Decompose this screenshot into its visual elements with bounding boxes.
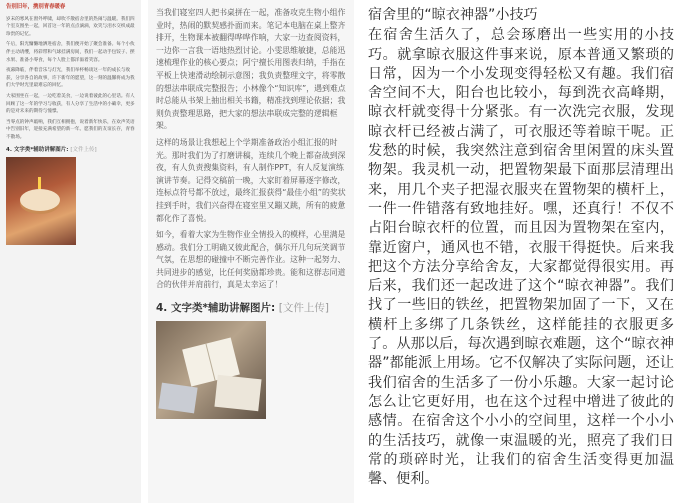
middle-article-paragraph: 当我们寝室四人把书桌拼在一起，准备攻克生物小组作业时，热闹的默契感扑面而来。笔记本电脑在桌上整齐排开，生物课本被翻得哗哗作响，大家一边查阅资料，一边你一言我一语地热烈讨论。小雯思维敏捷，总能迅速梳理作业的核心要点；阿宁擅长用图表归纳，手指在平板上快速滑动绘制示意图；我负责整理文字，将零散的想法串联成完整报告；小林像个“知识库”，遇到难点时总能从书架上抽出相关书籍，精准找到理论依据；我则负责整理思路，把大家的想法串联成完整的逻辑框架。 — [156, 8, 346, 131]
left-upload-row — [6, 145, 136, 153]
left-article-paragraph: 当零点的钟声敲响，我们互相拥抱，说着新年快乐，在欢声笑语中告别旧年，迎接充满希望的新一年。愿我们的友谊长存，青春不散场。 — [6, 119, 135, 140]
right-article-body: 在宿舍生活久了，总会琢磨出一些实用的小技巧。就拿晾衣服这件事来说，原本普通又繁琐的日常，因为一个小发现变得轻松又有趣。我们宿舍空间不大，阳台也比较小，每到洗衣高峰期，晾衣杆就变得十分紧张。有一次洗完衣服，发现晾衣杆已经被占满了，可衣服还等着晾干呢。正发愁的时候，我突然注意到宿舍里闲置的床头置物架。我灵机一动，把置物架最下面那层清理出来，用几个夹子把湿衣服夹在置物架的横杆上，一件一件错落有致地挂好。嘿，还真行！不仅不占阳台晾衣杆的位置，而且因为置物架在室内，靠近窗户，通风也不错，衣服干得挺快。后来我把这个方法分享给舍友，大家都觉得很实用。再后来，我们还一起改进了这个“晾衣神器”。我们找了一些旧的铁丝，把置物架加固了一下，又在横杆上多绑了几条铁丝，这样能挂的衣服更多了。从那以后，每次遇到晾衣难题，这个“晾衣神器”都能派上用场。它不仅解决了实际问题，还让我们宿舍的生活多了一份小乐趣。大家一起讨论怎么让它更好用，也在这个过程中增进了彼此的感情。在宿舍这个小小的空间里，这样一个小小的生活技巧，就像一束温暖的光，照亮了我们日常的琐碎时光，让我们的宿舍生活变得更加温馨、便利。 — [368, 27, 674, 488]
study-photo — [156, 321, 266, 419]
right-article-panel — [362, 0, 678, 503]
candle-shape — [38, 177, 41, 189]
right-article-title: 宿舍里的“晾衣神器”小技巧 — [368, 7, 538, 23]
left-article-paragraph: 夜幕降临，伴着音乐与灯光，我们举杯畅谈这一年的成长与收获，分享各自的故事，许下新年的愿望，这一刻的温馨将成为我们大学时光里最难忘的回忆。 — [6, 68, 135, 89]
left-article-paragraph: 午后，阳光慵懒地洒进宿舍，我们便开始了聚会准备。每个小伙伴主动请缨，将彩带和气球挂满房间，我们一起动手包饺子、摆水果、准备小零食，每个人脸上都洋溢着笑容。 — [6, 42, 135, 63]
left-article-paragraph: 岁末的寒风在窗外呼啸，却吹不散宿舍里的热闹与温暖。我们四个室友围坐一起，回首这一年的点点滴滴，欢笑与泪水交织成最珍贵的记忆。 — [6, 16, 135, 37]
middle-upload-label: 4. 文字类*辅助讲解图片: — [156, 302, 276, 315]
paper-shape — [214, 375, 261, 411]
middle-article-paragraph: 这样的场景让我想起上个学期准备政治小组汇报的时光。那时我们为了打磨讲稿，连续几个晚上都奋战到深夜，有人负责搜集资料，有人制作PPT，有人反复演练演讲节奏。记得交稿前一晚，大家盯着屏幕逐字修改，连标点符号都不放过，最终汇报获得“最佳小组”的奖状挂到手时，我们兴奋得在寝室里又蹦又跳，所有的疲惫都化作了喜悦。 — [156, 137, 346, 223]
left-article-title: 告别旧年，携别青春暖春 — [6, 4, 66, 10]
left-article-panel — [0, 0, 141, 503]
middle-article-panel — [148, 0, 354, 503]
left-upload-label: 4. 文字类*辅助讲解图片: — [6, 146, 69, 153]
left-upload-link[interactable]: [文件上传] — [70, 146, 97, 153]
middle-upload-link[interactable]: [文件上传] — [278, 302, 329, 315]
laptop-shape — [158, 383, 197, 414]
left-article-paragraph: 大家围坐在一起，一边吃着美食，一边说着彼此的心里话。有人回顾了这一年的学习与收获，有人分享了生活中的小确幸，更多的是对未来的期待与憧憬。 — [6, 93, 135, 115]
cake-shape — [20, 189, 60, 211]
middle-article-paragraph: 如今，看着大家为生物作业全情投入的模样，心里满是感动。我们分工明确又彼此配合，偶尔开几句玩笑调节气氛，在思想的碰撞中不断完善作业。这种一起努力、共同进步的感觉，比任何奖励都珍贵。能和这群志同道合的伙伴并肩前行，真是太幸运了！ — [156, 230, 346, 290]
party-photo — [6, 157, 76, 245]
middle-upload-row — [156, 300, 348, 315]
